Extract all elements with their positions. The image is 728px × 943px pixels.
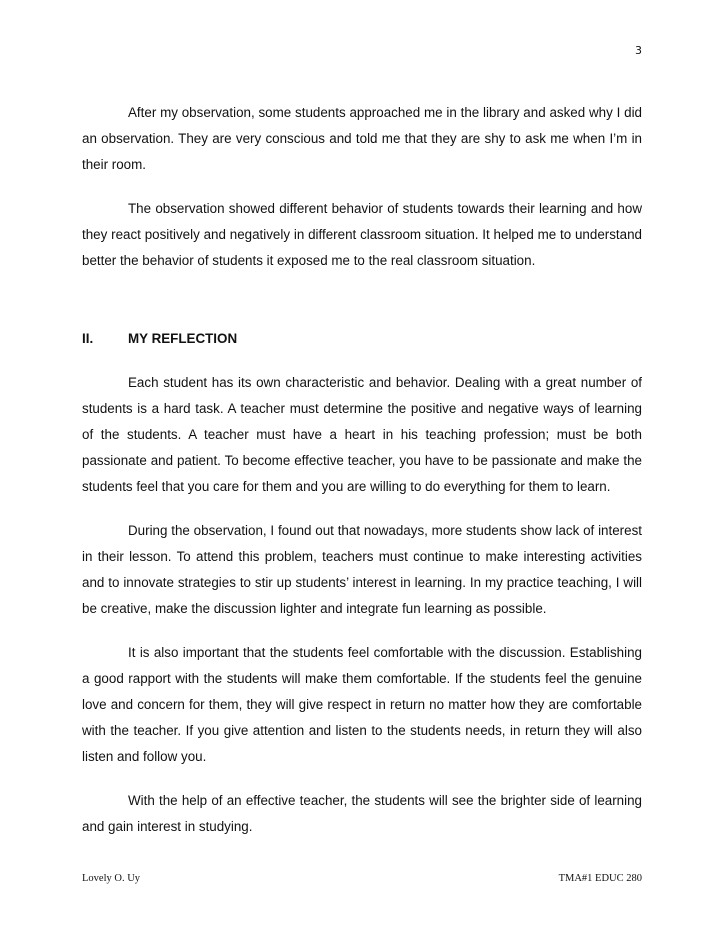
paragraph-observation-approach: After my observation, some students approached me in the library and asked why I did an observation. They are very conscious and told me that they are shy to ask me when I’m in their room.	[82, 105, 642, 172]
footer-author: Lovely O. Uy	[82, 873, 141, 884]
page-footer	[82, 873, 642, 884]
document-body	[82, 100, 642, 840]
section-heading	[82, 326, 642, 352]
paragraph-observation-result: The observation showed different behavior of students towards their learning and how they react positively and negatively in different classroom situation. It helped me to understand better the behavior of students it exposed me to the real classroom situation.	[82, 201, 642, 268]
section-number: II.	[82, 331, 94, 346]
paragraph-lack-of-interest: During the observation, I found out that nowadays, more students show lack of interest in their lesson. To attend this problem, teachers must continue to make interesting activities and to innovate strategies to stir up students’ interest in learning. In my practice teaching, I will be creative, make the discussion lighter and integrate fun learning as possible.	[82, 523, 642, 616]
footer-course: TMA#1 EDUC 280	[558, 873, 642, 884]
section-title: MY REFLECTION	[128, 331, 238, 346]
paragraph-effective-teacher: With the help of an effective teacher, the students will see the brighter side of learning and gain interest in studying.	[82, 793, 642, 834]
paragraph-student-characteristics: Each student has its own characteristic and behavior. Dealing with a great number of students is a hard task. A teacher must determine the positive and negative ways of learning of the students. A teacher must have a heart in his teaching profession; must be both passionate and patient. To become effective teacher, you have to be passionate and make the students feel that you care for them and you are willing to do everything for them to learn.	[82, 375, 642, 494]
paragraph-comfort-rapport: It is also important that the students feel comfortable with the discussion. Establishing a good rapport with the students will make them comfortable. If the students feel the genuine love and concern for them, they will give respect in return no matter how they are comfortable with the teacher. If you give attention and listen to the students needs, in return they will also listen and follow you.	[82, 645, 642, 764]
page-number: 3	[635, 44, 642, 57]
